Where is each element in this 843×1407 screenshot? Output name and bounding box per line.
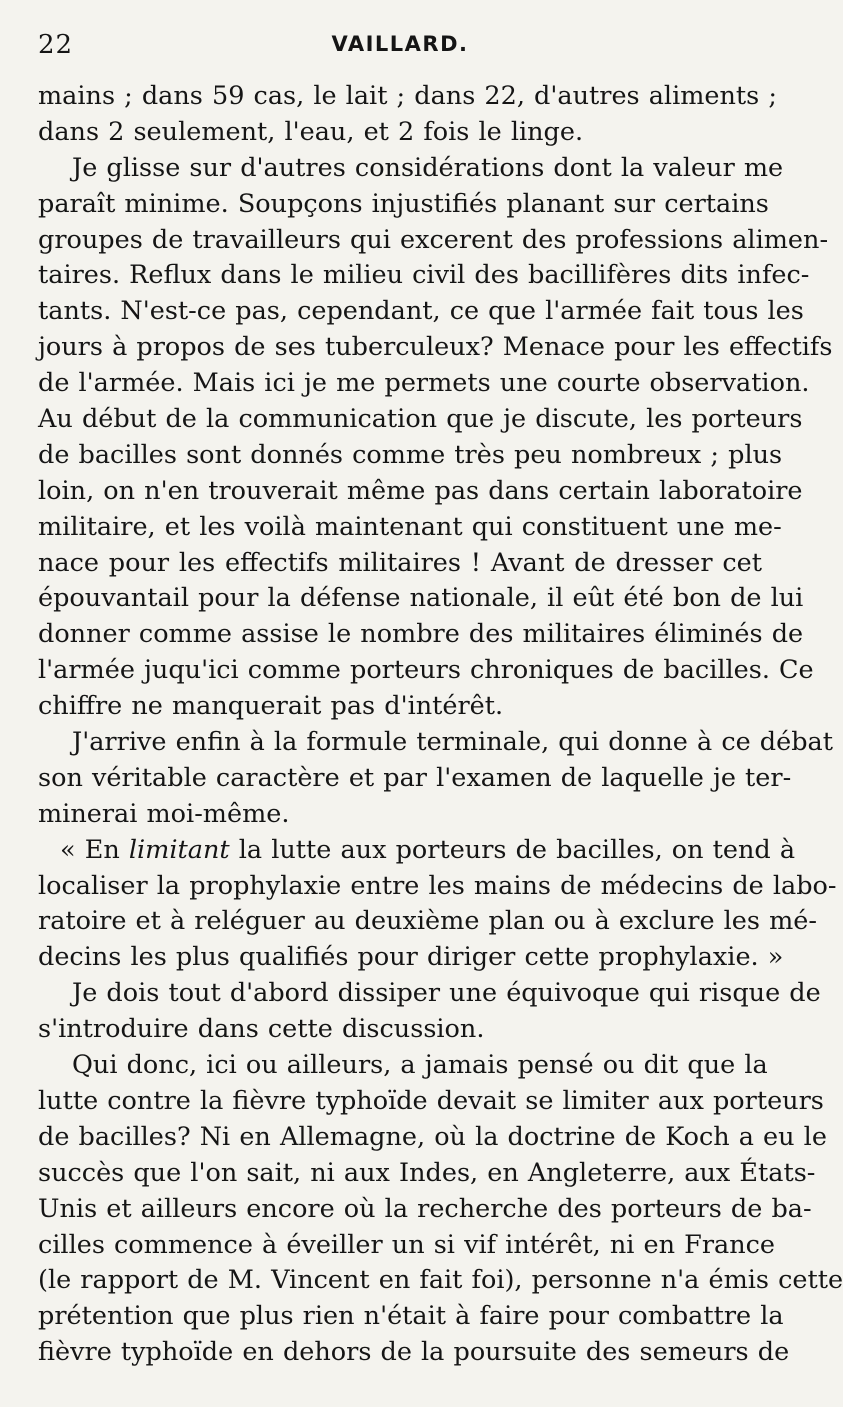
running-head: VAILLARD. <box>331 32 469 56</box>
text-line: taires. Reflux dans le milieu civil des bacillifères dits infec- <box>38 260 810 291</box>
text-line: Au début de la communication que je discute, les porteurs <box>38 404 803 435</box>
text-line: de bacilles? Ni en Allemagne, où la doctrine de Koch a eu le <box>38 1121 827 1152</box>
text-line: mains ; dans 59 cas, le lait ; dans 22, d'autres aliments ; <box>38 81 777 111</box>
text-line: de bacilles sont donnés comme très peu nombreux ; plus <box>38 439 783 470</box>
text-line: loin, on n'en trouverait même pas dans certain laboratoire <box>38 475 803 506</box>
text-line: son véritable caractère et par l'examen de laquelle je ter- <box>38 762 792 793</box>
text-segment: la lutte aux porteurs de bacilles, on tend à <box>229 834 796 865</box>
text-line: Je glisse sur d'autres considérations dont la valeur me <box>72 152 784 183</box>
text-line: Je dois tout d'abord dissiper une équivoque qui risque de <box>72 978 821 1009</box>
text-line: Unis et ailleurs encore où la recherche des porteurs de ba- <box>38 1193 812 1224</box>
italic-word: limitant <box>128 834 230 865</box>
body-text <box>38 79 843 1371</box>
page-number: 22 <box>38 30 74 60</box>
page-header <box>38 30 762 64</box>
text-line: chiffre ne manquerait pas d'intérêt. <box>38 691 504 722</box>
text-line: nace pour les effectifs militaires ! Avant de dresser cet <box>38 547 762 578</box>
text-line: fièvre typhoïde en dehors de la poursuite des semeurs de <box>38 1337 790 1368</box>
text-line: militaire, et les voilà maintenant qui constituent une me- <box>38 511 782 542</box>
text-line: ratoire et à reléguer au deuxième plan ou à exclure les mé- <box>38 906 817 937</box>
text-line <box>38 833 796 869</box>
text-line: prétention que plus rien n'était à faire pour combattre la <box>38 1301 784 1332</box>
text-line: Qui donc, ici ou ailleurs, a jamais pensé ou dit que la <box>72 1050 768 1081</box>
text-line: J'arrive enfin à la formule terminale, qui donne à ce débat <box>72 727 833 758</box>
text-line: succès que l'on sait, ni aux Indes, en Angleterre, aux États- <box>38 1157 816 1188</box>
text-line: donner comme assise le nombre des militaires éliminés de <box>38 619 804 650</box>
text-line: dans 2 seulement, l'eau, et 2 fois le linge. <box>38 116 584 147</box>
text-line: cilles commence à éveiller un si vif intérêt, ni en France <box>38 1229 776 1260</box>
text-line: localiser la prophylaxie entre les mains de médecins de labo- <box>38 870 837 901</box>
text-line: lutte contre la fièvre typhoïde devait se limiter aux porteurs <box>38 1085 824 1116</box>
text-line: l'armée juqu'ici comme porteurs chroniques de bacilles. Ce <box>38 655 814 686</box>
text-line: s'introduire dans cette discussion. <box>38 1014 485 1045</box>
text-line: épouvantail pour la défense nationale, il eût été bon de lui <box>38 583 804 614</box>
text-line: minerai moi-même. <box>38 798 290 829</box>
text-line: tants. N'est-ce pas, cependant, ce que l'armée fait tous les <box>38 296 804 327</box>
text-line: groupes de travailleurs qui excerent des professions alimen- <box>38 224 829 255</box>
text-line: paraît minime. Soupçons injustifiés planant sur certains <box>38 188 769 219</box>
text-segment: « En <box>60 834 129 865</box>
text-line: de l'armée. Mais ici je me permets une courte observation. <box>38 368 810 399</box>
text-line: decins les plus qualifiés pour diriger cette prophylaxie. » <box>38 942 784 973</box>
text-line: jours à propos de ses tuberculeux? Menace pour les effectifs <box>38 332 833 363</box>
text-line: (le rapport de M. Vincent en fait foi), personne n'a émis cette <box>38 1265 843 1296</box>
